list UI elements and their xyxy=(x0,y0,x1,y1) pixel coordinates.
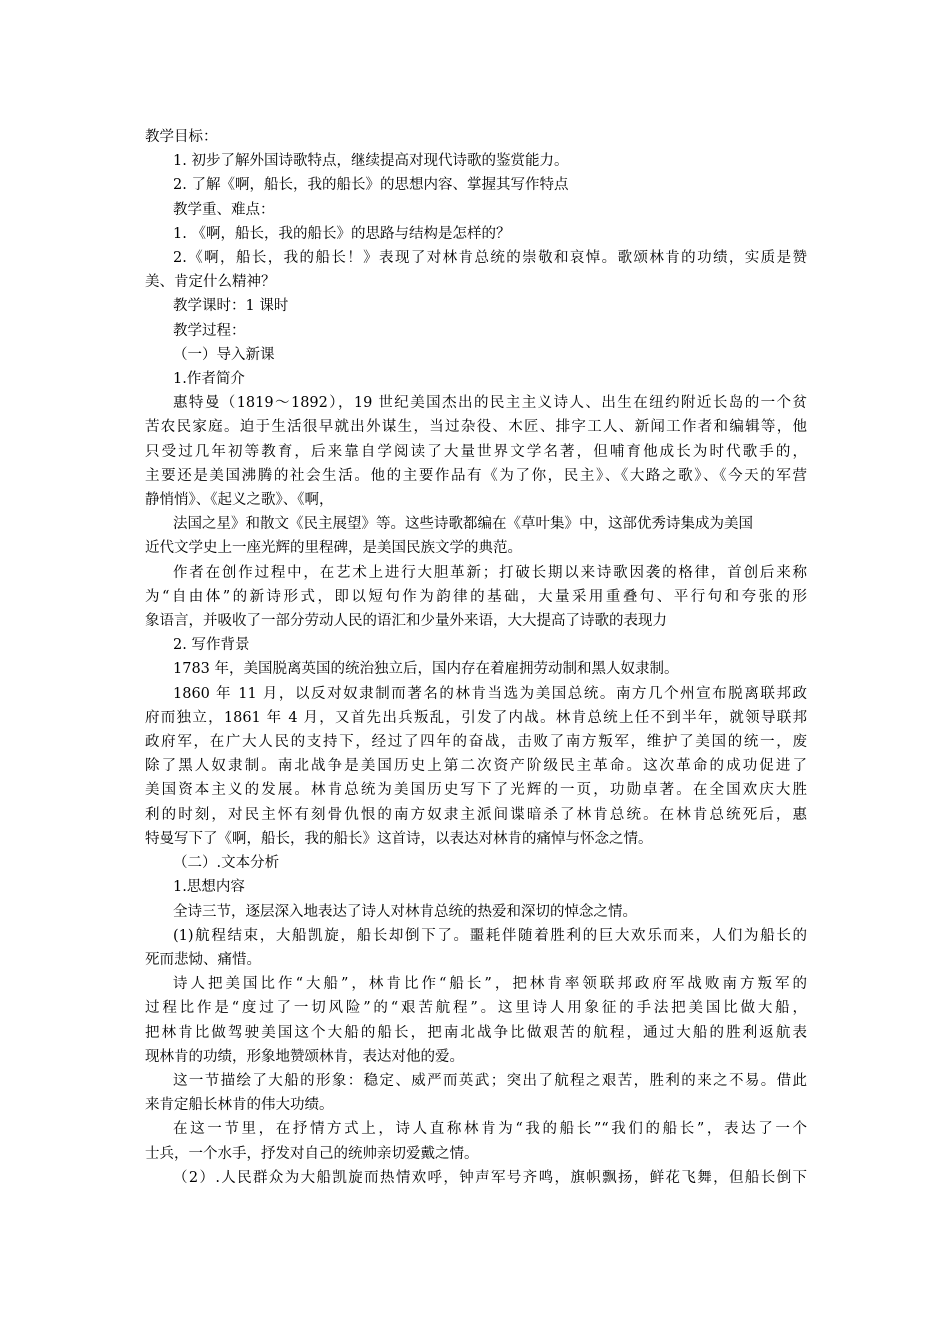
text-line: 1. 初步了解外国诗歌特点，继续提高对现代诗歌的鉴赏能力。 xyxy=(173,153,569,170)
text-line: 美国资本主义的发展。林肯总统为美国历史写下了光辉的一页，功勋卓著。在全国欢庆大胜 xyxy=(145,782,807,799)
text-line: 1783 年，美国脱离英国的统治独立后，国内存在着雇拥劳动制和黑人奴隶制。 xyxy=(173,661,679,678)
text-line: 现林肯的功绩，形象地赞颂林肯，表达对他的爱。 xyxy=(145,1048,464,1065)
text-line: 府而独立，1861 年 4 月，又首先出兵叛乱，引发了内战。林肯总统上任不到半年，就领导联邦 xyxy=(145,709,807,726)
text-line: 美、肯定什么精神？ xyxy=(145,274,276,291)
text-line: 教学课时：1 课时 xyxy=(173,298,289,315)
text-line: 教学过程： xyxy=(173,322,246,339)
text-line: 法国之星》和散文《民主展望》等。这些诗歌都编在《草叶集》中，这部优秀诗集成为美国 xyxy=(173,516,753,533)
text-line: 利的时刻，对民主怀有刻骨仇恨的南方奴隶主派间谍暗杀了林肯总统。在林肯总统死后，惠 xyxy=(145,806,807,823)
text-line: (1)航程结束，大船凯旋，船长却倒下了。噩耗伴随着胜利的巨大欢乐而来，人们为船长的 xyxy=(173,927,807,944)
text-line: 2. 写作背景 xyxy=(173,637,250,654)
text-line: 象语言，并吸收了一部分劳动人民的语汇和少量外来语，大大提高了诗歌的表现力 xyxy=(145,613,667,630)
text-line: 特曼写下了《啊，船长，我的船长》这首诗，以表达对林肯的痛悼与怀念之情。 xyxy=(145,830,653,847)
text-line: 苦农民家庭。迫于生活很早就出外谋生，当过杂役、木匠、排字工人、新闻工作者和编辑等，他 xyxy=(145,419,807,436)
text-line: 2. 了解《啊，船长，我的船长》的思想内容、掌握其写作特点 xyxy=(173,177,569,194)
text-line: 死而悲恸、痛惜。 xyxy=(145,951,261,968)
text-line: 为“自由体”的新诗形式，即以短句作为韵律的基础，大量采用重叠句、平行句和夸张的形 xyxy=(145,588,807,605)
text-line: 把林肯比做驾驶美国这个大船的船长，把南北战争比做艰苦的航程，通过大船的胜利返航表 xyxy=(145,1024,807,1041)
text-line: （2）.人民群众为大船凯旋而热情欢呼，钟声军号齐鸣，旗帜飘扬，鲜花飞舞，但船长倒下 xyxy=(173,1169,807,1186)
text-line: 士兵，一个水手，抒发对自己的统帅亲切爱戴之情。 xyxy=(145,1145,479,1162)
text-line: 惠特曼（1819～1892），19 世纪美国杰出的民主主义诗人、出生在纽约附近长岛的一个贫 xyxy=(173,395,807,412)
text-line: 全诗三节，逐层深入地表达了诗人对林肯总统的热爱和深切的悼念之情。 xyxy=(173,903,637,920)
text-line: 教学重、难点： xyxy=(173,201,275,218)
text-line: 作者在创作过程中，在艺术上进行大胆革新；打破长期以来诗歌因袭的格律，首创后来称 xyxy=(173,564,807,581)
text-line: 1. 《啊，船长，我的船长》的思路与结构是怎样的？ xyxy=(173,225,511,242)
text-line: 政府军，在广大人民的支持下，经过了四年的奋战，击败了南方叛军，维护了美国的统一，废 xyxy=(145,734,807,751)
text-line: 这一节描绘了大船的形象：稳定、威严而英武；突出了航程之艰苦，胜利的来之不易。借此 xyxy=(173,1072,807,1089)
text-line: （二）.文本分析 xyxy=(173,855,280,872)
text-line: 近代文学史上一座光辉的里程碑，是美国民族文学的典范。 xyxy=(145,540,522,557)
text-line: 在这一节里，在抒情方式上，诗人直称林肯为“我的船长”“我们的船长”，表达了一个 xyxy=(173,1121,807,1138)
text-line: 教学目标： xyxy=(145,129,218,145)
text-line: 2.《啊，船长，我的船长！》表现了对林肯总统的崇敬和哀悼。歌颂林肯的功绩，实质是赞 xyxy=(173,250,807,267)
document-body xyxy=(145,125,807,1190)
text-line: 静悄悄》、《起义之歌》、《啊， xyxy=(145,492,334,509)
text-line: 诗人把美国比作“大船”，林肯比作“船长”，把林肯率领联邦政府军战败南方叛军的 xyxy=(173,976,807,993)
text-line: （一）导入新课 xyxy=(173,346,275,363)
text-line: 1.思想内容 xyxy=(173,879,245,896)
text-line: 1860 年 11 月，以反对奴隶制而著名的林肯当选为美国总统。南方几个州宣布脱离联邦政 xyxy=(173,685,807,702)
text-line: 来肯定船长林肯的伟大功绩。 xyxy=(145,1097,334,1114)
text-line: 1.作者简介 xyxy=(173,371,245,388)
text-line: 过程比作是“度过了一切风险”的“艰苦航程”。这里诗人用象征的手法把美国比做大船， xyxy=(145,1000,807,1017)
text-line: 主要还是美国沸腾的社会生活。他的主要作品有《为了你，民主》、《大路之歌》、《今天的军营 xyxy=(145,467,807,484)
text-line: 只受过几年初等教育，后来靠自学阅读了大量世界文学名著，但哺育他成长为时代歌手的， xyxy=(145,443,807,460)
text-line: 除了黑人奴隶制。南北战争是美国历史上第二次资产阶级民主革命。这次革命的成功促进了 xyxy=(145,758,807,775)
